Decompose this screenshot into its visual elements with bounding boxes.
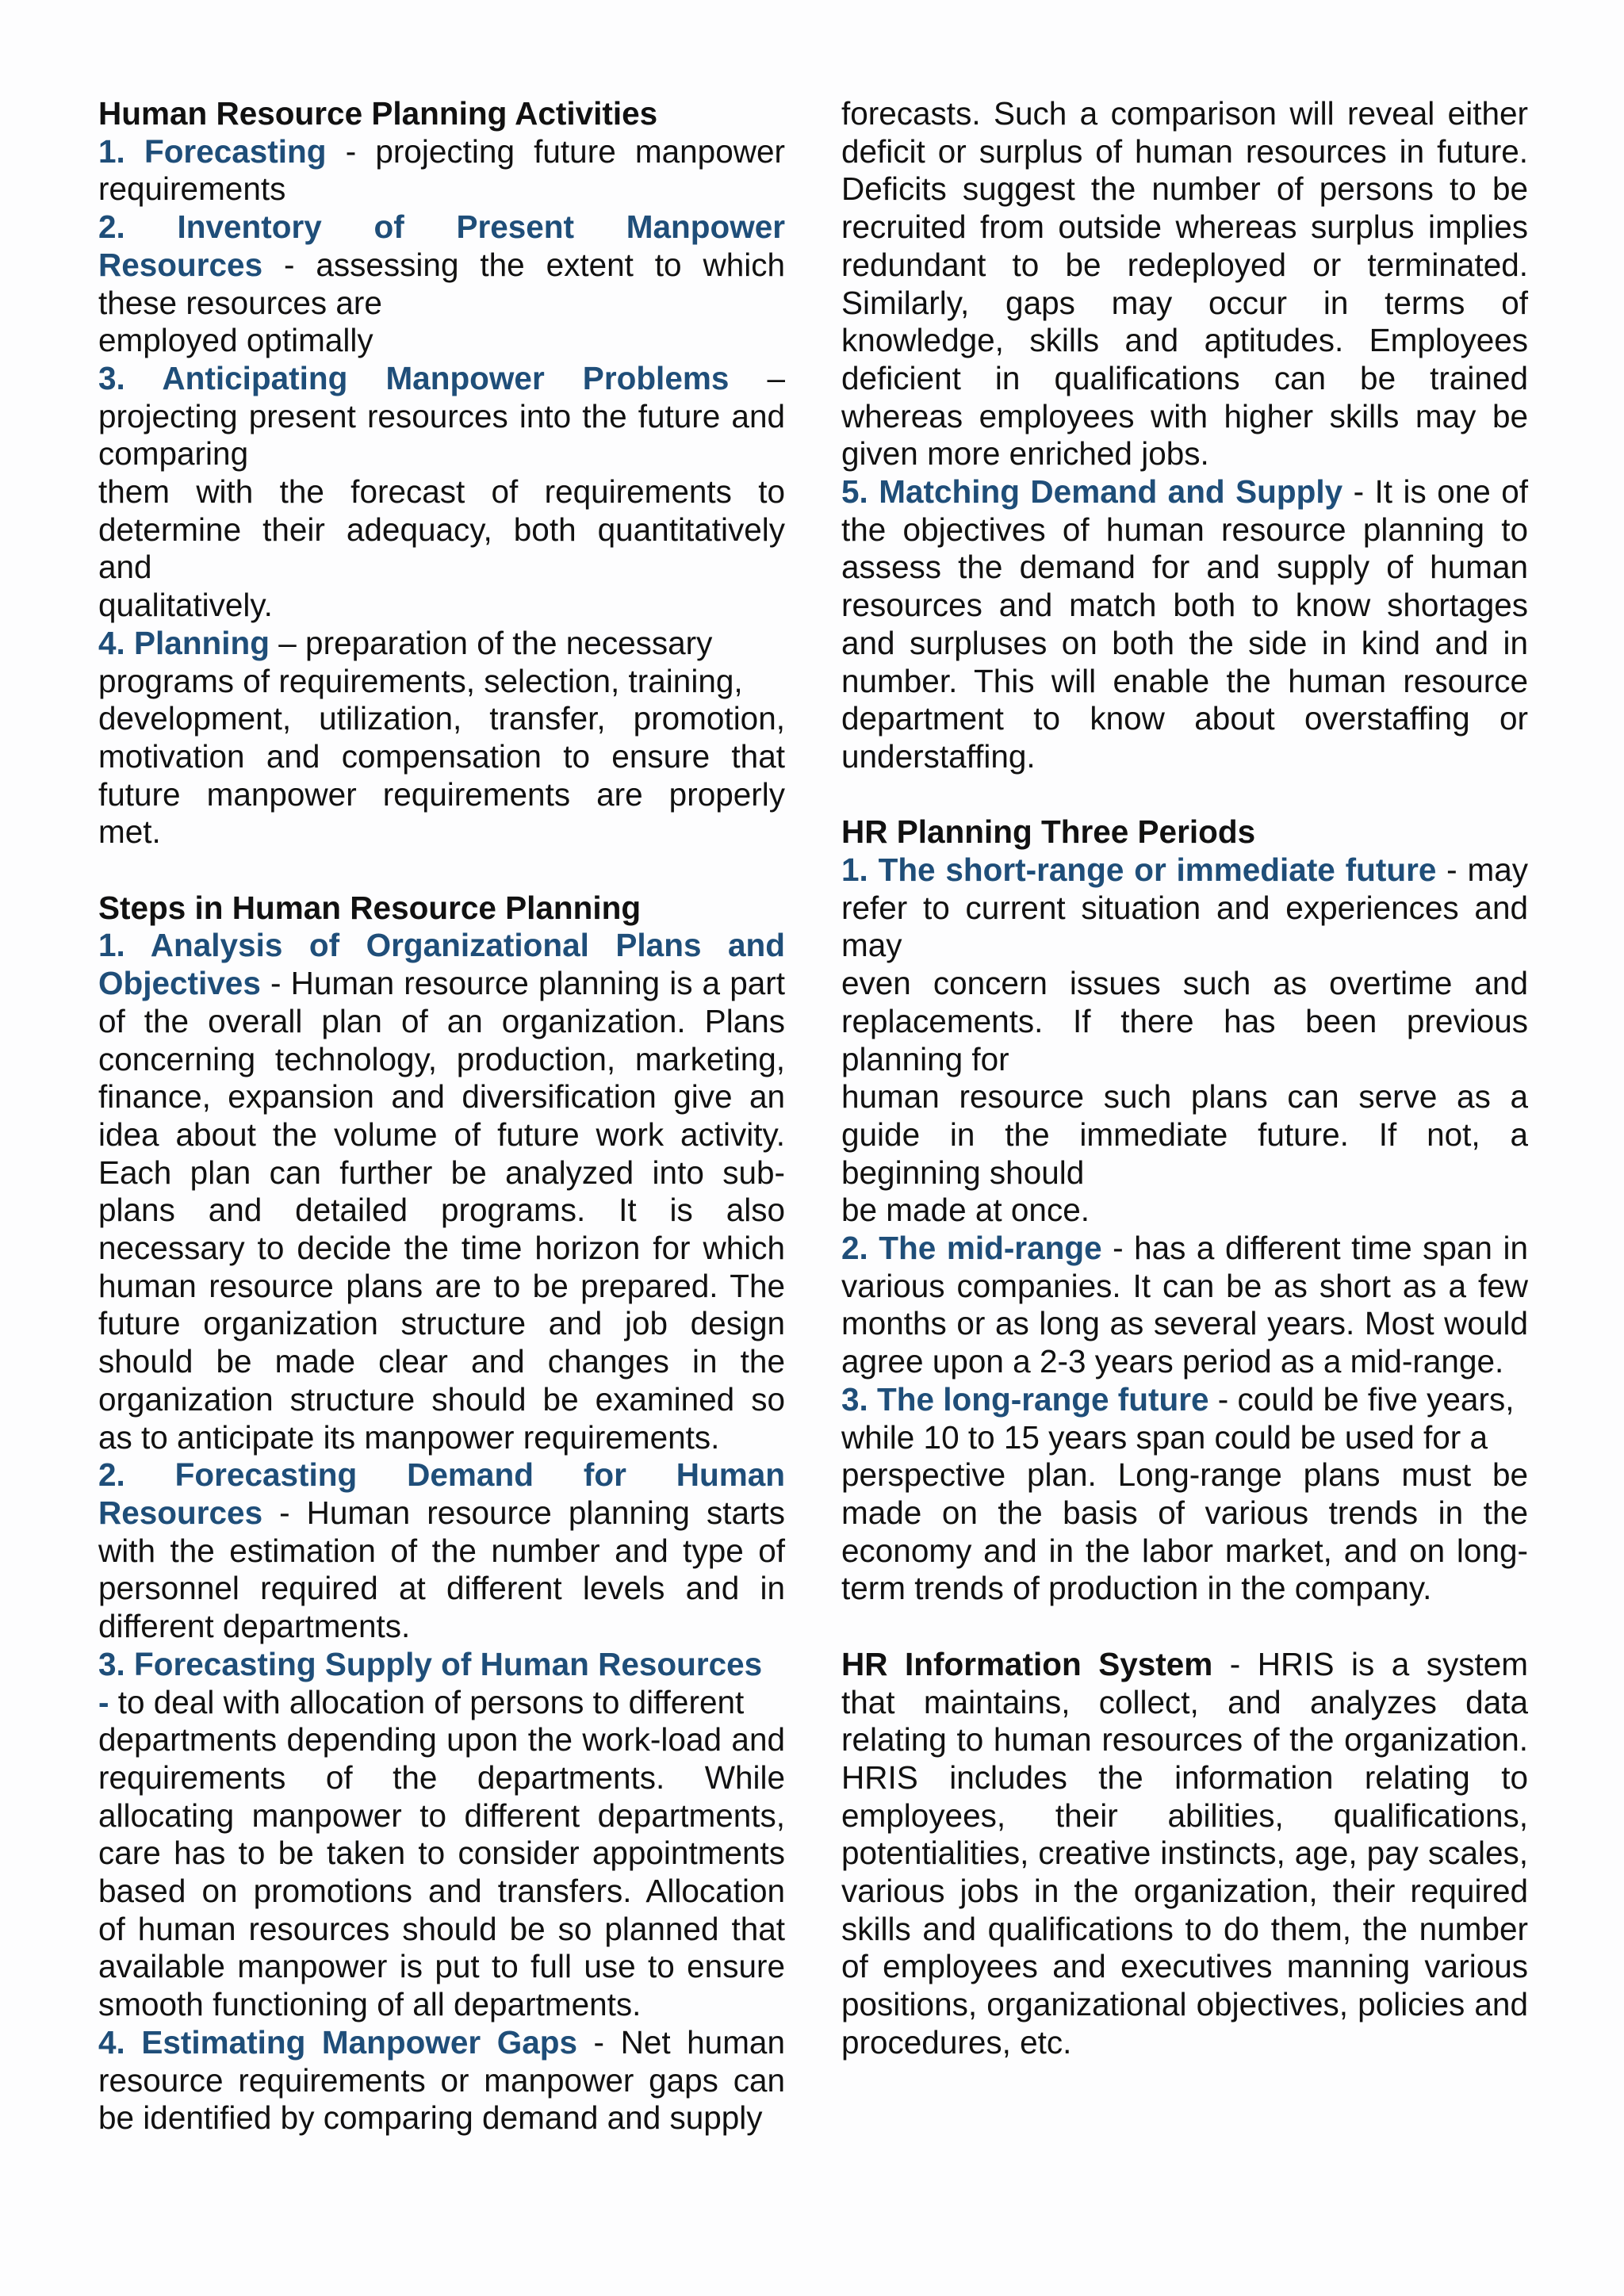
term-anticipating: 3. Anticipating Manpower Problems [98,359,730,396]
term-inventory: 2. Inventory of Present Manpower Resources [98,209,785,283]
period-short-range-cont1: even concern issues such as overtime and replacements. If there has been previous planning for [841,965,1528,1077]
section-heading-periods: HR Planning Three Periods [841,813,1256,851]
period-long-range-cont: while 10 to 15 years span could be used for a [841,1418,1488,1456]
term-forecasting-supply: 3. Forecasting Supply of Human Resources [98,1645,763,1682]
activity-planning: 4. Planning – preparation of the necessary programs of requirements, selection, training, [98,624,743,699]
term-planning: 4. Planning [98,624,270,661]
activity-anticipating-cont2: qualitatively. [98,587,273,624]
step-forecasting-supply [98,1646,785,1684]
step-forecasting-supply-line: - to deal with allocation of persons to different [98,1683,745,1720]
activity-planning-cont: development, utilization, transfer, promotion, motivation and compensation to ensure that future manpower requirements are properly met. [98,700,785,851]
gaps-continuation: forecasts. Such a comparison will reveal either deficit or surplus of human resources in future. Deficits suggest the number of persons to be recruited from outside whereas surplus implies redundant to be redeployed or terminated. Similarly, gaps may occur in terms of knowledge, skills and aptitudes. Employees deficient in qualifications can be trained whereas employees with higher skills may be given more enriched jobs. [841,95,1528,473]
activity-forecasting: 1. Forecasting - projecting future manpower requirements [98,132,785,208]
right-column [841,95,1528,2062]
activity-inventory: 2. Inventory of Present Manpower Resources - assessing the extent to which these resources are [98,209,785,321]
term-forecasting-demand: 2. Forecasting Demand for Human Resources [98,1456,785,1531]
period-short-range-cont2: human resource such plans can serve as a guide in the immediate future. If not, a beginning should [841,1078,1528,1191]
left-column [98,95,785,2137]
activity-anticipating: 3. Anticipating Manpower Problems – projecting present resources into the future and comparing [98,359,785,473]
period-long-range-cont2: perspective plan. Long-range plans must be made on the basis of various trends in the economy and in the labor market, and on long-term trends of production in the company. [841,1456,1528,1607]
term-short-range: 1. The short-range or immediate future [841,851,1437,889]
step-forecasting-supply-cont: departments depending upon the work-load and requirements of the departments. While allocating manpower to different departments, care has to be taken to consider appointments based on promotions and transfers. Allocation of human resources should be so planned that available manpower is put to full use to ensure smooth functioning of all departments. [98,1721,785,2023]
term-mid-range: 2. The mid-range [841,1230,1102,1267]
spacer [841,1608,1528,1646]
period-long-range: 3. The long-range future - could be five years, [841,1380,1515,1418]
step-analysis: 1. Analysis of Organizational Plans and Objectives - Human resource planning is a part of the overall plan of an organization. Plans concerning technology, production, marketing, finance, expansion and diversification give an idea about the volume of future work activity. Each plan can further be analyzed into sub-plans and detailed programs. It is also necessary to decide the time horizon for which human resource plans are to be prepared. The future organization structure and job design should be made clear and changes in the organization structure should be examined so as to anticipate its manpower requirements. [98,927,785,1456]
term-analysis: 1. Analysis of Organizational Plans and Objectives [98,927,785,1002]
period-mid-range: 2. The mid-range - has a different time span in various companies. It can be as short as a few months or as long as several years. Most would agree upon a 2-3 years period as a mid-range. [841,1230,1528,1380]
section-heading-steps: Steps in Human Resource Planning [98,889,642,926]
term-matching: 5. Matching Demand and Supply [841,473,1343,511]
spacer [98,851,785,890]
step-estimating-gaps: 4. Estimating Manpower Gaps - Net human resource requirements or manpower gaps can be identified by comparing demand and supply [98,2023,785,2137]
activity-anticipating-cont1: them with the forecast of requirements to determine their adequacy, both quantitatively and [98,473,785,586]
hris-paragraph: HR Information System - HRIS is a system that maintains, collect, and analyzes data relating to human resources of the organization. HRIS includes the information relating to employees, their abilities, qualifications, potentialities, creative instincts, age, pay scales, various jobs in the organization, their required skills and qualifications to do them, the number of employees and executives manning various positions, organizational objectives, policies and procedures, etc. [841,1645,1528,2061]
period-short-range-cont3: be made at once. [841,1192,1090,1229]
spacer [841,776,1528,814]
step-forecasting-demand: 2. Forecasting Demand for Human Resources - Human resource planning starts with the estimation of the number and type of personnel required at different levels and in different departments. [98,1456,785,1645]
term-hris: HR Information System [841,1645,1213,1682]
term-estimating-gaps: 4. Estimating Manpower Gaps [98,2023,577,2061]
term-long-range: 3. The long-range future [841,1380,1209,1418]
step-matching: 5. Matching Demand and Supply - It is one of the objectives of human resource planning to assess the demand for and supply of human resources and match both to know shortages and surpluses on both the side in kind and in number. This will enable the human resource department to know about overstaffing or understaffing. [841,473,1528,775]
period-short-range: 1. The short-range or immediate future - may refer to current situation and experiences and may [841,851,1528,964]
term-forecasting: 1. Forecasting [98,132,327,170]
activity-inventory-cont: employed optimally [98,322,373,359]
section-heading-activities: Human Resource Planning Activities [98,95,658,132]
